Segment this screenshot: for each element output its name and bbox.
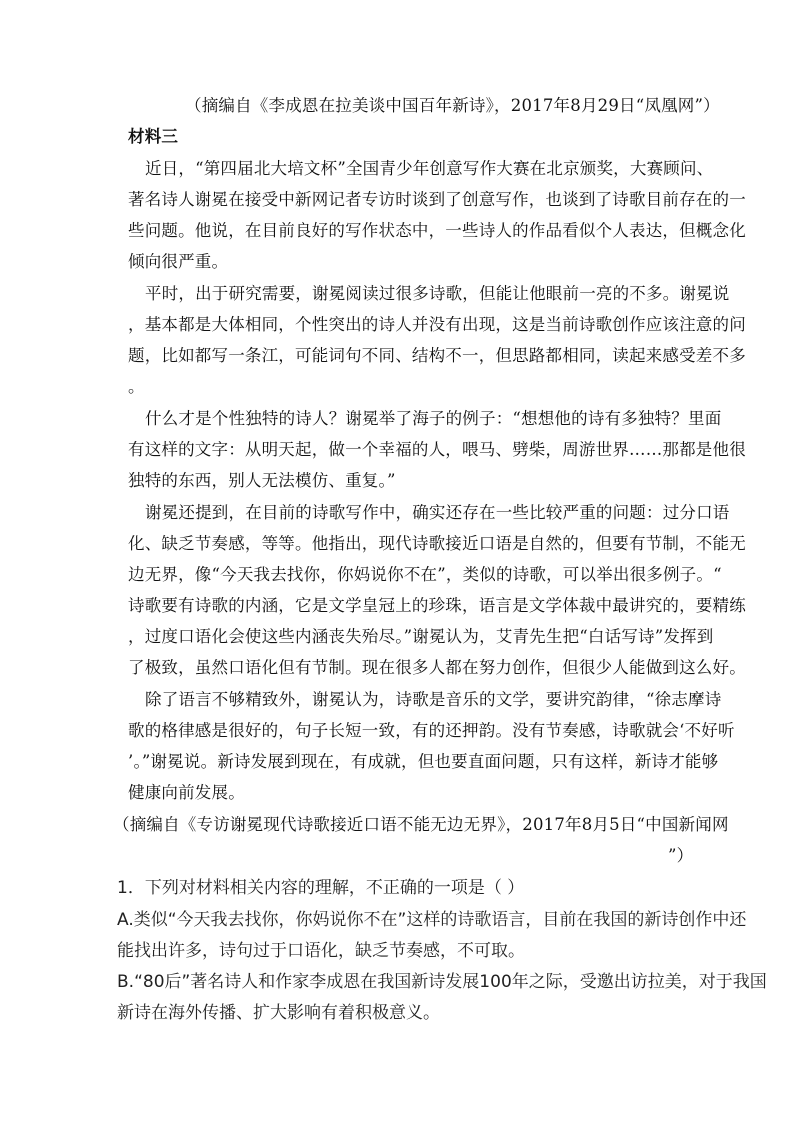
paragraph-1-line-1: 近日，“第四届北大培文杯”全国青少年创意写作大赛在北京颁奖，大赛顾问、 <box>145 159 714 178</box>
paragraph-2-line-2: ，基本都是大体相同，个性突出的诗人并没有出现，这是当前诗歌创作应该注意的问 <box>128 315 746 334</box>
paragraph-5-line-3: ’。”谢冕说。新诗发展到现在，有成就，但也要直面问题，只有这样，新诗才能够 <box>128 752 719 771</box>
paragraph-4-line-1: 谢冕还提到，在目前的诗歌写作中，确实还存在一些比较严重的问题：过分口语 <box>145 503 730 522</box>
section-title: 材料三 <box>128 127 179 146</box>
paragraph-3-line-3: 独特的东西，别人无法模仿、重复。” <box>128 471 396 490</box>
source-citation-bottom-line-2: ”） <box>668 846 694 865</box>
paragraph-2-line-3: 题，比如都写一条江，可能词句不同、结构不一，但思路都相同，读起来感受差不多 <box>128 346 746 365</box>
paragraph-1-line-2: 著名诗人谢冕在接受中新网记者专访时谈到了创意写作，也谈到了诗歌目前存在的一 <box>128 190 746 209</box>
source-citation-bottom-line-1: （摘编自《专访谢冕现代诗歌接近口语不能无边无界》，2017年8月5日“中国新闻网 <box>113 815 729 834</box>
question-stem: 1．下列对材料相关内容的理解，不正确的一项是（ ） <box>117 878 525 898</box>
option-a-line-2: 能找出许多，诗句过于口语化，缺乏节奏感，不可取。 <box>117 941 525 961</box>
option-a-line-1: A.类似“今天我去找你，你妈说你不在”这样的诗歌语言，目前在我国的新诗创作中还 <box>117 910 747 930</box>
option-b-line-2: 新诗在海外传播、扩大影响有着积极意义。 <box>117 1003 440 1023</box>
paragraph-4-line-5: ，过度口语化会使这些内涵丧失殆尽。”谢冕认为，艾青先生把“白话写诗”发挥到 <box>128 627 714 646</box>
paragraph-5-line-4: 健康向前发展。 <box>128 783 245 802</box>
option-b-line-1: B.“80后”著名诗人和作家李成恩在我国新诗发展100年之际，受邀出访拉美，对于我国 <box>117 972 767 992</box>
paragraph-2-line-1: 平时，出于研究需要，谢冕阅读过很多诗歌，但能让他眼前一亮的不多。谢冕说 <box>145 284 730 303</box>
paragraph-3-line-1: 什么才是个性独特的诗人？谢冕举了海子的例子：“想想他的诗有多独特？里面 <box>145 409 722 428</box>
paragraph-4-line-3: 边无界，像“今天我去找你，你妈说你不在”，类似的诗歌，可以举出很多例子。“ <box>128 565 722 584</box>
paragraph-1-line-4: 倾向很严重。 <box>128 252 229 271</box>
paragraph-2-line-4: 。 <box>128 377 145 396</box>
source-citation-top: （摘编自《李成恩在拉美谈中国百年新诗》，2017年8月29日“凤凰网”） <box>185 96 720 115</box>
paragraph-5-line-1: 除了语言不够精致外，谢冕认为，诗歌是音乐的文学，要讲究韵律，“徐志摩诗 <box>145 690 722 709</box>
paragraph-4-line-4: 诗歌要有诗歌的内涵，它是文学皇冠上的珍珠，语言是文学体裁中最讲究的，要精练 <box>128 596 746 615</box>
paragraph-5-line-2: 歌的格律感是很好的，句子长短一致，有的还押韵。没有节奏感，诗歌就会‘不好听 <box>128 721 735 740</box>
paragraph-4-line-6: 了极致，虽然口语化但有节制。现在很多人都在努力创作，但很少人能做到这么好。 <box>128 658 746 677</box>
paragraph-4-line-2: 化、缺乏节奏感，等等。他指出，现代诗歌接近口语是自然的，但要有节制，不能无 <box>128 534 746 553</box>
paragraph-1-line-3: 些问题。他说，在目前良好的写作状态中，一些诗人的作品看似个人表达，但概念化 <box>128 221 746 240</box>
paragraph-3-line-2: 有这样的文字：从明天起，做一个幸福的人，喂马、劈柴，周游世界……那都是他很 <box>128 440 746 459</box>
